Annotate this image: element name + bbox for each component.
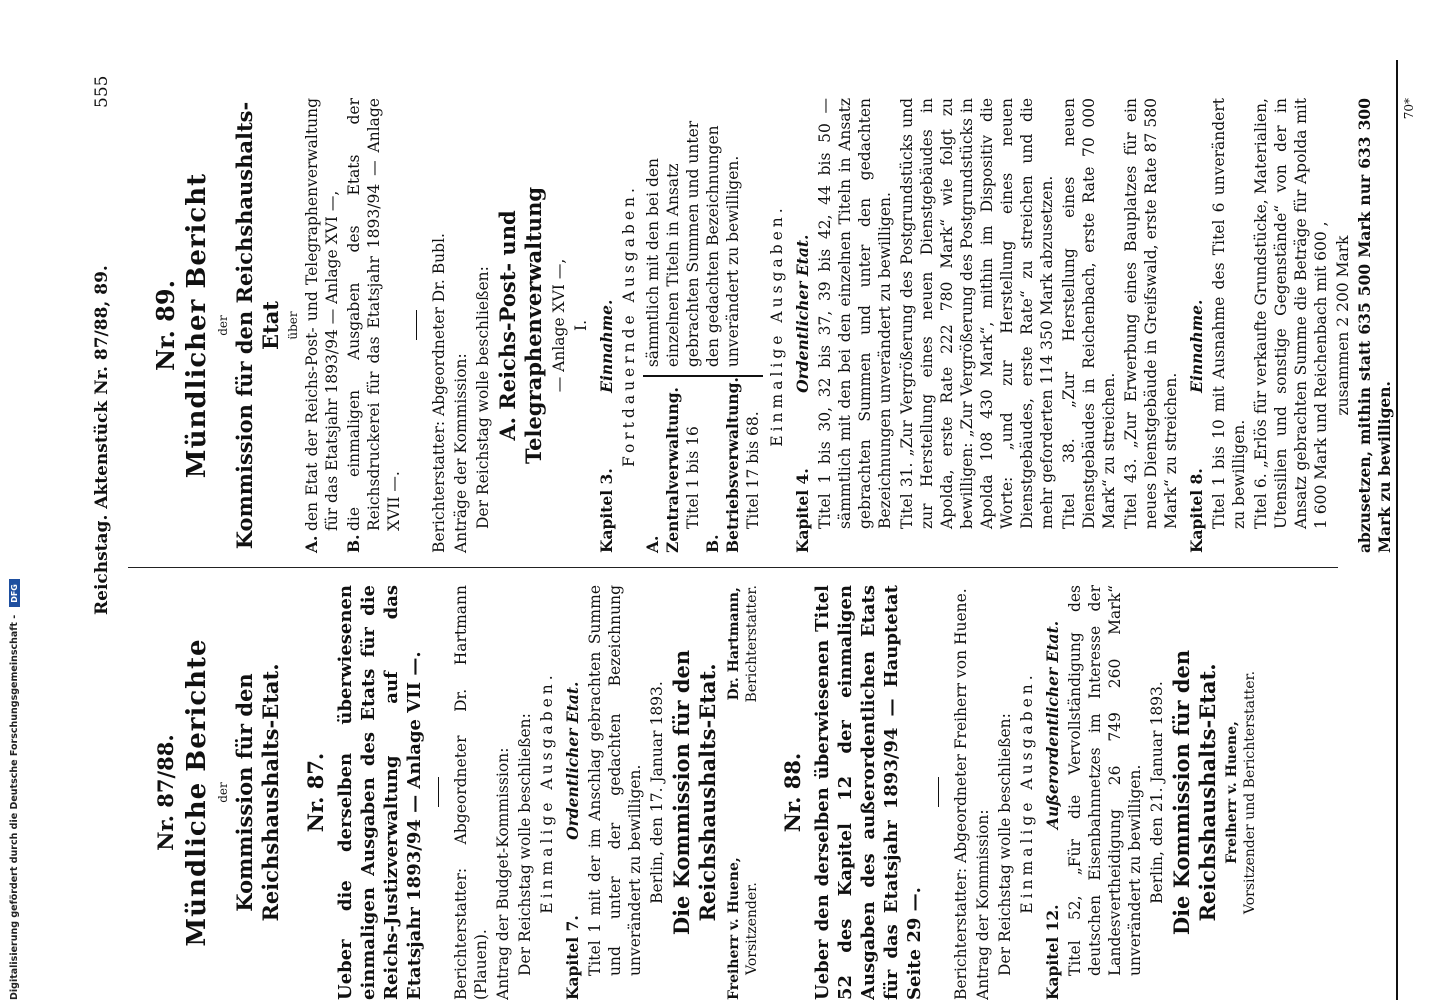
ueber-text: über	[286, 311, 300, 340]
header-title: Reichstag. Aktenstück Nr. 87/88, 89.	[92, 265, 112, 615]
column-divider	[128, 567, 1338, 568]
nr88-date: Berlin, den 21. Januar 1893.	[1148, 681, 1166, 904]
signature-name: Freiherr v. Huene,	[1224, 721, 1240, 864]
kapitel-8	[1187, 98, 1207, 553]
list-item	[344, 98, 404, 553]
nr87-motion-label: Antrag der Budget-Kommission:	[494, 747, 512, 1000]
brace-left	[643, 377, 763, 553]
kapitel-4-title: Ordentlicher Etat.	[793, 234, 812, 393]
der-text: der	[216, 315, 230, 336]
document-heading: Mündliche Berichte	[182, 638, 212, 947]
nr88-section: Einmalige Ausgaben.	[1018, 671, 1036, 914]
nr87-signatures	[725, 585, 761, 1000]
titel-43: Titel 43. „Zur Erwerbung eines Bauplatzes für ein neues Dienstgebäude in Greifswald, erste Rate 87 580 Mark“ zu streichen.	[1122, 98, 1180, 529]
der-text: der	[216, 782, 230, 803]
item-text: die einmaligen Ausgaben des Etats der Reichsdruckerei für das Etatsjahr 1893/94 — Anlage XVII —.	[345, 98, 403, 531]
document-page	[90, 60, 1416, 1000]
sidebar-strip	[0, 0, 20, 1000]
fortdauernde-heading: Fortdauernde Ausgaben.	[620, 184, 638, 467]
dfg-logo: DFG	[9, 579, 20, 607]
nr87-motion: Der Reichstag wolle beschließen:	[516, 713, 534, 976]
column-nr-87-88	[134, 585, 1259, 1000]
nr87-closing: Die Kommission für den Reichshaushalts-Etat.	[669, 649, 720, 936]
titel-31: Titel 31. „Zur Vergrößerung des Postgrundstücks und zur Herstellung eines neuen Dienstgebäudes in Apolda, erste Rate 222 780 Mark“ wie folgt zu bewilligen: „Zur Vergrößerung des Postgrundstücks in Apolda 108 430 Mark“, mithin im Dispositiv die Worte: „und zur Herstellung eines neuen Dienstgebäudes, erste Rate“ zu streichen und die mehr geforderten 114 350 Mark abzusetzen.	[898, 98, 1056, 529]
nr87-number: Nr. 87.	[303, 752, 328, 833]
page-header	[90, 60, 126, 1000]
page-number: 555	[92, 75, 112, 108]
k8-titel: Titel 1 bis 10 mit Ausnahme des Titel 6 unverändert zu bewilligen.	[1210, 98, 1248, 529]
signature-role: Vorsitzender.	[744, 882, 760, 975]
kapitel-8-title: Einnahme.	[1187, 299, 1206, 393]
signature-name: Dr. Hartmann,	[726, 587, 742, 701]
nr88-titel-text: Titel 52, „Für die Vervollständigung des deutschen Eisenbahnnetzes im Interesse der Landesvertheidigung 26 749 260 Mark“ unverändert zu bewilligen.	[1066, 585, 1144, 976]
kapitel-3-title: Einnahme.	[597, 299, 616, 393]
nr87-titel-text: Titel 1 mit der im Anschlag gebrachten Summe und unter der gedachten Bezeichnung unverändert zu bewilligen.	[586, 585, 644, 976]
divider	[416, 311, 417, 341]
footnote-mark: 70*	[1402, 98, 1416, 120]
nr89-commission: Kommission für den Reichshaushalts-Etat	[232, 101, 283, 550]
a-titel: Titel 1 bis 16	[684, 426, 702, 529]
nr88-closing: Die Kommission für den Reichshaushalts-Etat.	[1169, 649, 1220, 936]
nr88-motion-label: Antrag der Kommission:	[974, 809, 992, 1000]
signature-reporter	[725, 585, 761, 703]
nr87-reporter: Berichterstatter: Abgeordneter Dr. Hartmann (Plauen).	[452, 585, 490, 1000]
nr87-date: Berlin, den 17. Januar 1893.	[648, 681, 666, 904]
sidebar-credit-text: Digitalisierung gefördert durch die Deutsche Forschungsgemeinschaft -	[9, 614, 20, 1000]
nr89-motion-label: Anträge der Kommission:	[452, 353, 470, 553]
a-label: A. Zentralverwaltung.	[643, 387, 682, 553]
titel-6: Titel 6. „Erlös für verkaufte Grundstücke, Materialien, Utensilien und sonstige Gegenstände“ von der in Ansatz gebrachten Summe die Beträge für Apolda mit 1 600 Mark und Reichenbach mit 600 ,	[1252, 98, 1330, 529]
doc-number: Nr. 87/88.	[153, 734, 178, 851]
signature-name: Freiherr v. Huene,	[726, 857, 742, 1000]
nr88-number: Nr. 88.	[780, 752, 805, 833]
nr89-motion: Der Reichstag wolle beschließen:	[474, 266, 492, 529]
signature-chair	[725, 857, 761, 1000]
nr87-kapitel	[563, 585, 583, 1000]
k4-titel: Titel 1 bis 30, 32 bis 37, 39 bis 42, 44 bis 50 — sämmtlich mit den bei den einzelnen Titeln in Ansatz gebrachten Summen und unter den gedachten Bezeichnungen unverändert zu bewilligen.	[816, 98, 894, 529]
nr87-kapitel-title: Ordentlicher Etat.	[563, 681, 582, 840]
kapitel-4-label: Kapitel 4.	[793, 468, 812, 553]
nr87-section: Einmalige Ausgaben.	[538, 671, 556, 914]
item-text: den Etat der Reichs-Post- und Telegraphenverwaltung für das Etatsjahr 1893/94 — Anlage XVI —,	[303, 98, 341, 531]
commission-title: Kommission für den Reichshaushalts-Etat.	[232, 663, 283, 922]
closing-text: abzusetzen, mithin statt 635 500 Mark nur 633 300 Mark zu bewilligen.	[1355, 98, 1394, 553]
roman-numeral: I.	[572, 319, 590, 332]
kapitel-3-label: Kapitel 3.	[597, 468, 616, 553]
sum-line: zusammen 2 200 Mark	[1334, 235, 1352, 416]
nr89-reporter: Berichterstatter: Abgeordneter Dr. Bubl.	[430, 233, 448, 553]
nr88-kapitel	[1043, 585, 1063, 1000]
section-a-sub: — Anlage XVI —,	[550, 258, 568, 393]
nr88-intro: Ueber den derselben überwiesenen Titel 52 des Kapitel 12 der einmaligen Ausgaben des außerordentlichen Etats für das Etatsjahr 1893/94 — Hauptetat Seite 29 —.	[812, 585, 925, 1000]
nr89-number: Nr. 89.	[151, 280, 180, 371]
signature-role: Vorsitzender und Berichterstatter.	[1242, 670, 1258, 915]
einmalige-heading: Einmalige Ausgaben.	[768, 204, 786, 447]
kapitel-4	[793, 98, 813, 553]
nr87-kapitel-label: Kapitel 7.	[563, 915, 582, 1000]
b-titel: Titel 17 bis 68.	[744, 411, 762, 529]
nr87-intro: Ueber die derselben überwiesenen einmaligen Ausgaben des Etats für die Reichs-Justizverwaltung auf das Etatsjahr 1893/94 — Anlage VII —.	[335, 585, 425, 1000]
sidebar-credit	[8, 584, 22, 1000]
column-nr-89	[134, 98, 1419, 553]
kapitel-8-label: Kapitel 8.	[1187, 468, 1206, 553]
nr88-kapitel-title: Außerordentlicher Etat.	[1043, 620, 1062, 830]
nr88-signature	[1223, 585, 1259, 1000]
nr88-kapitel-label: Kapitel 12.	[1043, 904, 1062, 1000]
item-label: B.	[344, 534, 363, 553]
divider	[438, 778, 439, 808]
titel-38: Titel 38. „Zur Herstellung eines neuen Dienstgebäudes in Reichenbach, erste Rate 70 000 Mark“ zu streichen.	[1060, 98, 1118, 529]
nr88-motion: Der Reichstag wolle beschließen:	[996, 713, 1014, 976]
section-a-title: A. Reichs-Post- und Telegraphenverwaltung	[495, 186, 546, 465]
signature-role: Berichterstatter.	[744, 585, 760, 703]
item-label: A.	[302, 535, 321, 553]
nr89-heading: Mündlicher Bericht	[182, 172, 212, 479]
divider	[938, 778, 939, 808]
kapitel-3	[597, 98, 617, 553]
list-item	[302, 98, 342, 553]
brace-text: sämmtlich mit den bei den einzelnen Titeln in Ansatz gebrachten Summen und unter den gedachten Bezeichnungen unverändert zu bewilligen.	[643, 98, 763, 377]
b-label: B. Betriebsverwaltung.	[703, 377, 742, 553]
brace-block	[643, 98, 763, 553]
nr88-reporter: Berichterstatter: Abgeordneter Freiherr von Huene.	[952, 588, 970, 1000]
